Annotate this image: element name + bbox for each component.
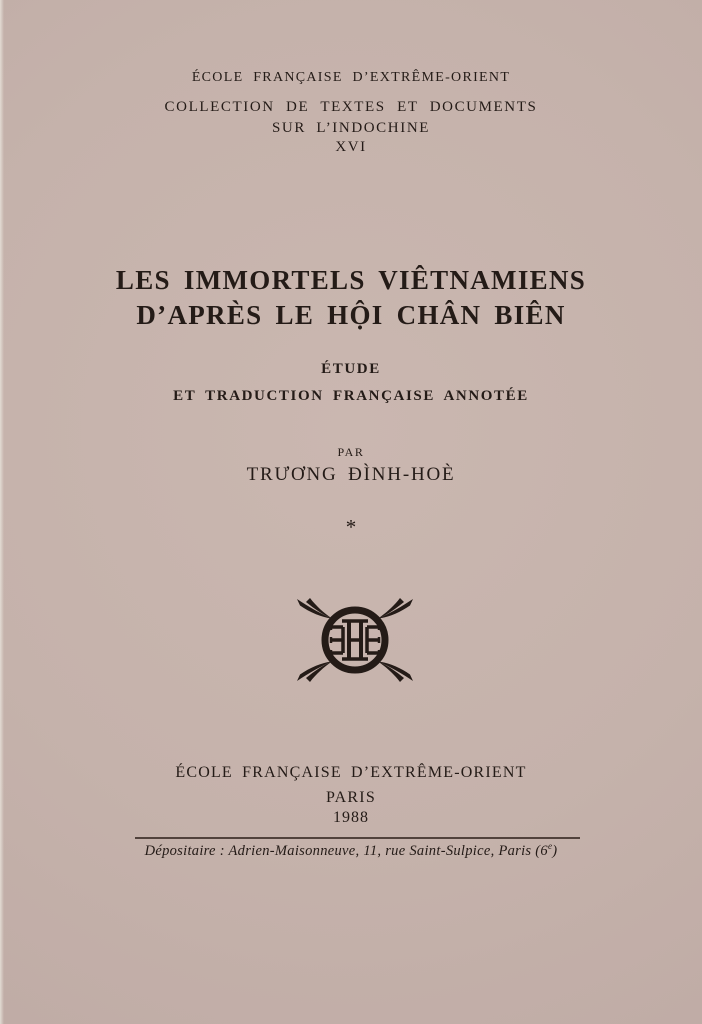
publication-year: 1988 bbox=[333, 809, 369, 826]
book-title-line1: LES IMMORTELS VIÊTNAMIENS bbox=[115, 265, 587, 295]
book-title-line2: D’APRÈS LE HỘI CHÂN BIÊN bbox=[136, 300, 566, 330]
depositaire-note bbox=[0, 843, 702, 860]
author-name: TRƯƠNG ĐÌNH-HOÈ bbox=[246, 464, 456, 485]
author-byline-label: PAR bbox=[337, 445, 365, 459]
collection-series-line2: SUR L’INDOCHINE bbox=[271, 120, 431, 136]
depositaire-close-paren: ) bbox=[552, 843, 558, 859]
horizontal-rule bbox=[135, 837, 580, 839]
publication-city: PARIS bbox=[326, 789, 376, 806]
institution-name: ÉCOLE FRANÇAISE D’EXTRÊME-ORIENT bbox=[191, 70, 511, 85]
depositaire-superscript: e bbox=[547, 841, 553, 852]
collection-series-line1: COLLECTION DE TEXTES ET DOCUMENTS bbox=[164, 99, 538, 115]
volume-number: XVI bbox=[335, 139, 367, 155]
efeo-monogram-icon bbox=[295, 597, 415, 683]
subtitle-line1: ÉTUDE bbox=[321, 361, 381, 377]
asterisk-divider: * bbox=[345, 515, 357, 539]
publisher-name: ÉCOLE FRANÇAISE D’EXTRÊME-ORIENT bbox=[175, 764, 527, 781]
depositaire-text: Dépositaire : Adrien-Maisonneuve, 11, rue Saint-Sulpice, Paris (6 bbox=[144, 843, 548, 859]
subtitle-line2: ET TRADUCTION FRANÇAISE ANNOTÉE bbox=[173, 388, 529, 404]
